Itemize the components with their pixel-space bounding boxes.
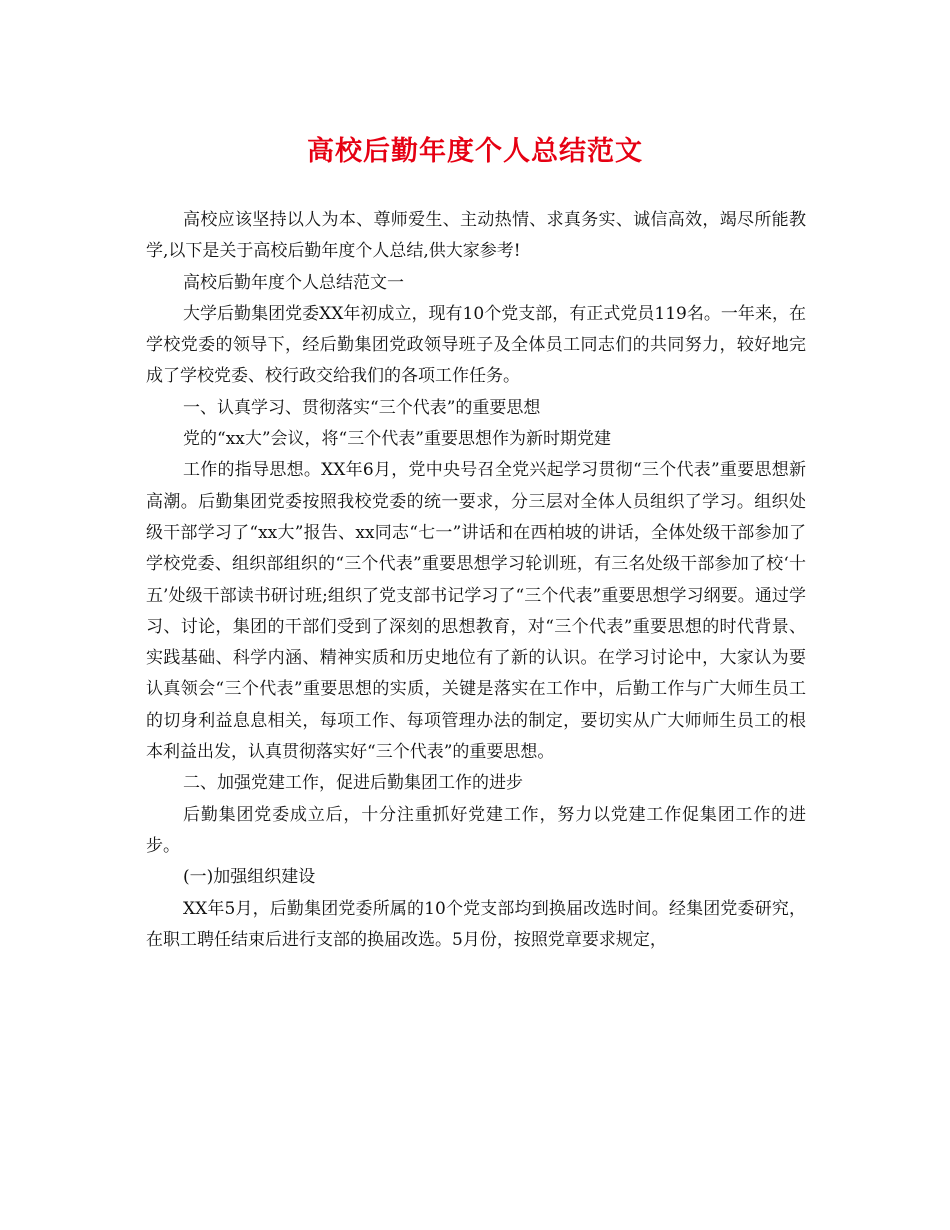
subsection-heading-one: (一)加强组织建设: [183, 867, 316, 888]
paragraph-subtitle: 高校后勤年度个人总结范文一: [183, 272, 404, 293]
paragraph-overview: 大学后勤集团党委XX年初成立，现有10个党支部，有正式党员119名。一年来，在学校党委的领导下，经后勤集团党政领导班子及全体员工同志们的共同努力，较好地完成了学校党委、校行政交给我们的各项工作任务。: [146, 303, 806, 387]
document-title: 高校后勤年度个人总结范文: [307, 136, 643, 167]
paragraph-meeting: 党的“xx大”会议，将“三个代表”重要思想作为新时期党建: [183, 429, 611, 450]
document-body: [146, 205, 806, 956]
paragraph-party-building: 后勤集团党委成立后，十分注重抓好党建工作，努力以党建工作促集团工作的进步。: [146, 804, 806, 856]
paragraph-intro: 高校应该坚持以人为本、尊师爱生、主动热情、求真务实、诚信高效，竭尽所能教学,以下是关于高校后勤年度个人总结,供大家参考!: [146, 210, 806, 262]
section-heading-two: 二、加强党建工作，促进后勤集团工作的进步: [183, 773, 523, 794]
paragraph-election: XX年5月，后勤集团党委所属的10个党支部均到换届改选时间。经集团党委研究，在职工聘任结束后进行支部的换届改选。5月份，按照党章要求规定，: [146, 898, 806, 950]
paragraph-study: 工作的指导思想。XX年6月，党中央号召全党兴起学习贯彻“三个代表”重要思想新高潮。后勤集团党委按照我校党委的统一要求，分三层对全体人员组织了学习。组织处级干部学习了“xx大”报告、xx同志“七一”讲话和在西柏坡的讲话，全体处级干部参加了学校党委、组织部组织的“三个代表”重要思想学习轮训班，有三名处级干部参加了校‘十五’处级干部读书研讨班;组织了党支部书记学习了“三个代表”重要思想学习纲要。通过学习、讨论，集团的干部们受到了深刻的思想教育，对“三个代表”重要思想的时代背景、实践基础、科学内涵、精神实质和历史地位有了新的认识。在学习讨论中，大家认为要认真领会“三个代表”重要思想的实质，关键是落实在工作中，后勤工作与广大师生员工的切身利益息息相关，每项工作、每项管理办法的制定，要切实从广大师师生员工的根本利益出发，认真贯彻落实好“三个代表”的重要思想。: [146, 460, 806, 763]
section-heading-one: 一、认真学习、贯彻落实“三个代表”的重要思想: [183, 397, 541, 418]
